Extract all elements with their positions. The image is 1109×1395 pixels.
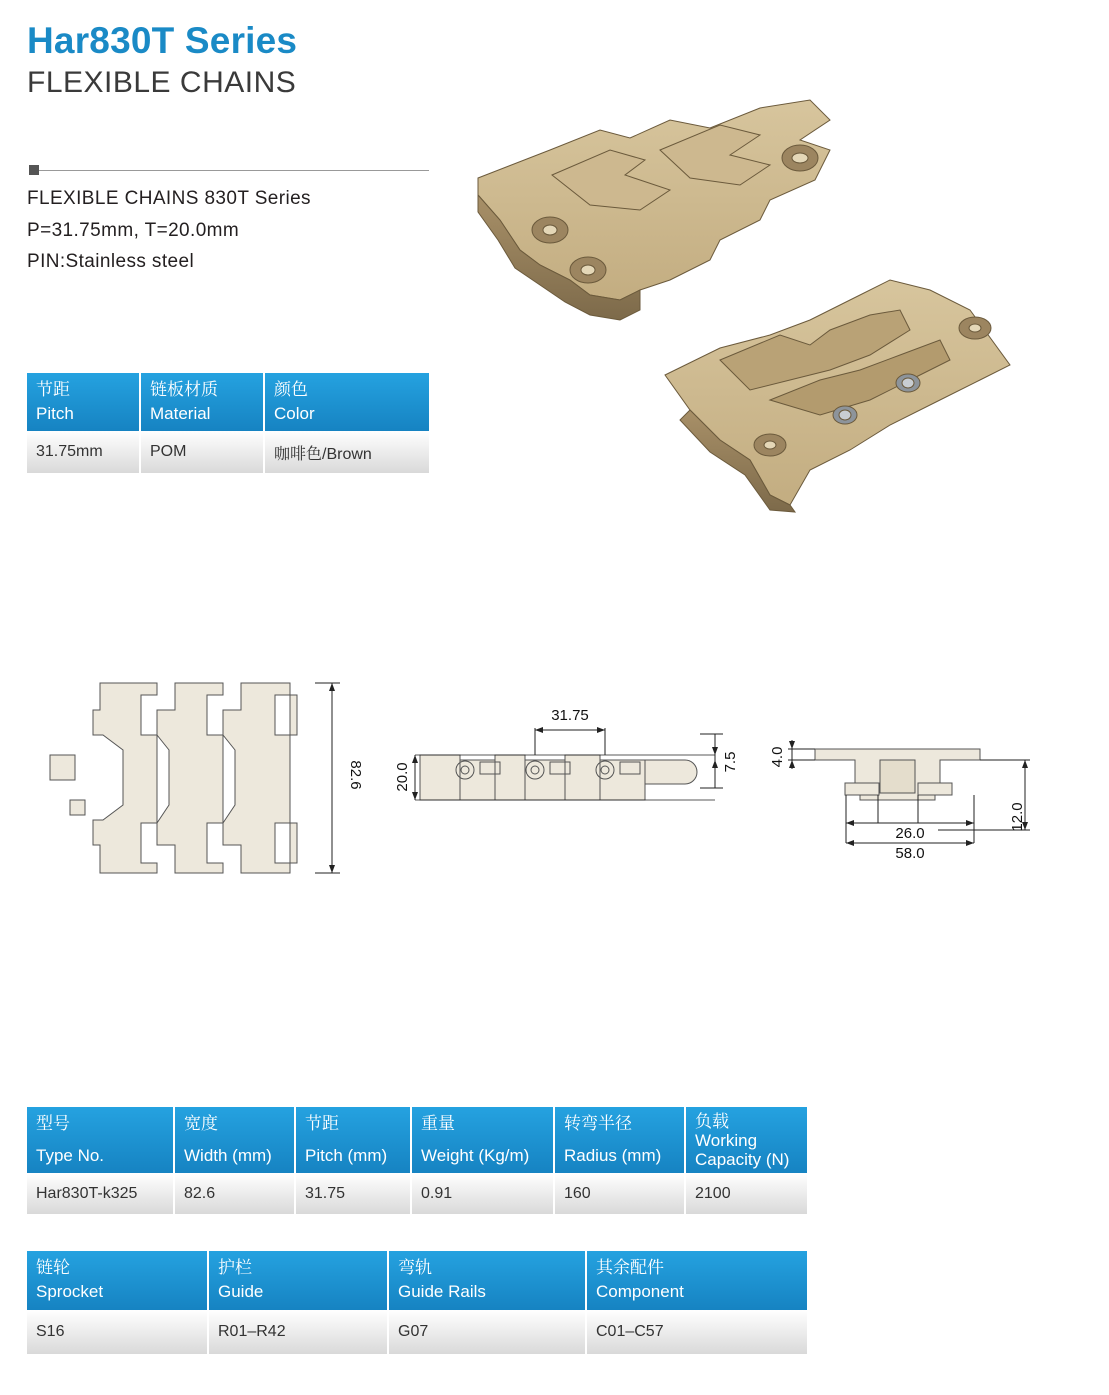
dim-top: 4.0	[769, 746, 786, 768]
cell-width: 82.6	[174, 1173, 295, 1214]
header-type-no: 型号 Type No.	[27, 1107, 174, 1173]
drawing-side-view	[385, 700, 750, 810]
spec-pitch-thickness: P=31.75mm, T=20.0mm	[27, 220, 240, 241]
header-pitch-mm: 节距 Pitch (mm)	[295, 1107, 411, 1173]
drawing-end-view	[760, 735, 1040, 865]
cell-material: POM	[140, 431, 264, 473]
header-sprocket: 链轮 Sprocket	[27, 1251, 208, 1310]
cell-capacity: 2100	[685, 1173, 807, 1214]
cell-guide: R01–R42	[208, 1310, 388, 1354]
cell-pitch: 31.75mm	[27, 431, 140, 473]
spec-series: FLEXIBLE CHAINS 830T Series	[27, 188, 311, 209]
table-row	[27, 431, 429, 473]
section-marker	[29, 165, 39, 175]
dim-pin: 7.5	[722, 751, 739, 773]
header-capacity: 负载 Working Capacity (N)	[685, 1107, 807, 1173]
dim-inner: 26.0	[895, 825, 925, 842]
header-radius: 转弯半径 Radius (mm)	[554, 1107, 685, 1173]
cell-pitch: 31.75	[295, 1173, 411, 1214]
cell-radius: 160	[554, 1173, 685, 1214]
header-material: 链板材质 Material	[140, 373, 264, 431]
dim-pitch: 31.75	[551, 707, 589, 724]
header-guide-rails: 弯轨 Guide Rails	[388, 1251, 586, 1310]
dim-thickness: 20.0	[394, 762, 411, 792]
dim-width: 82.6	[347, 760, 364, 790]
cell-type-no: Har830T-k325	[27, 1173, 174, 1214]
table-row	[27, 1173, 807, 1214]
header-color: 颜色 Color	[264, 373, 429, 431]
dim-guide: 12.0	[1009, 802, 1026, 832]
cell-color: 咖啡色/Brown	[264, 431, 429, 473]
cell-component: C01–C57	[586, 1310, 807, 1354]
page-title: Har830T Series	[27, 20, 298, 61]
drawing-top-view	[45, 675, 365, 880]
basic-spec-table	[27, 373, 429, 473]
chain-top-view	[478, 100, 830, 320]
accessories-table	[27, 1251, 807, 1354]
dim-outer: 58.0	[895, 845, 925, 862]
page-subtitle: FLEXIBLE CHAINS	[27, 66, 297, 99]
cell-guide-rails: G07	[388, 1310, 586, 1354]
spec-pin: PIN:Stainless steel	[27, 251, 195, 272]
table-row	[27, 1310, 807, 1354]
section-divider	[39, 170, 429, 171]
header-pitch: 节距 Pitch	[27, 373, 140, 431]
cell-weight: 0.91	[411, 1173, 554, 1214]
header-guide: 护栏 Guide	[208, 1251, 388, 1310]
chain-bottom-view	[665, 280, 1010, 512]
header-weight: 重量 Weight (Kg/m)	[411, 1107, 554, 1173]
chain-product-image	[470, 80, 1050, 520]
cell-sprocket: S16	[27, 1310, 208, 1354]
header-component: 其余配件 Component	[586, 1251, 807, 1310]
header-width: 宽度 Width (mm)	[174, 1107, 295, 1173]
main-spec-table	[27, 1107, 807, 1214]
